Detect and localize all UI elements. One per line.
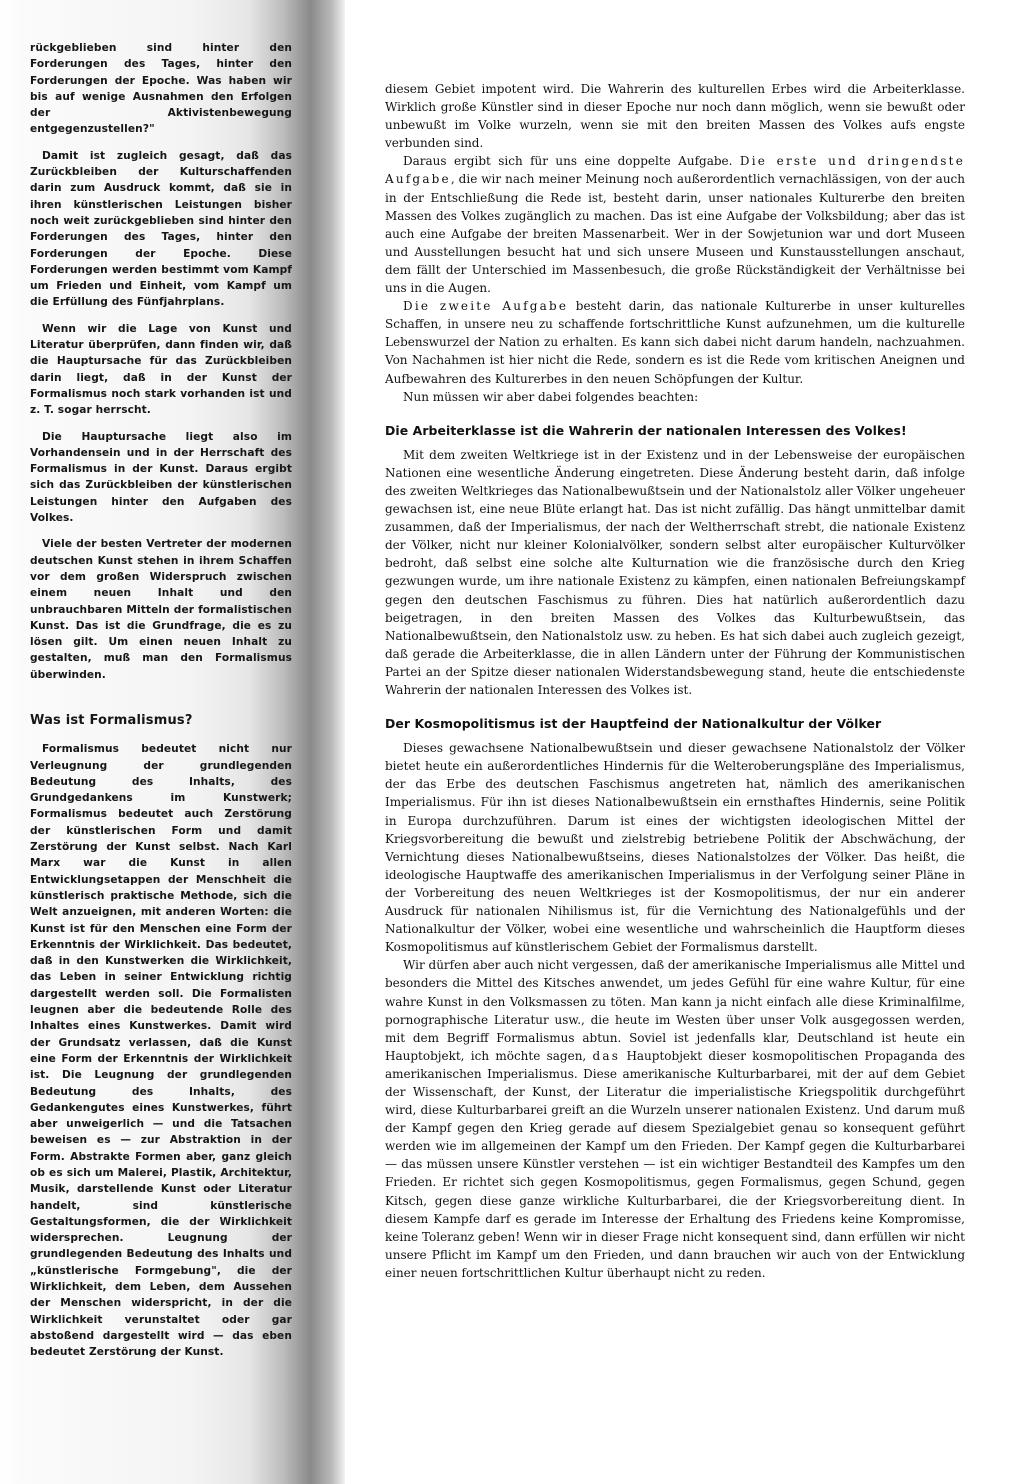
section-heading-kosmopolitismus: Der Kosmopolitismus ist der Hauptfeind der Nationalkultur der Völker [385,716,882,732]
right-paragraph [385,956,965,1282]
spaced-emphasis: Die erste und dringendste Aufgabe [385,154,965,187]
left-paragraph: Damit ist zugleich gesagt, daß das Zurückbleiben der Kulturschaffenden darin zum Ausdruck kommt, daß sie in ihren künstlerischen Leistungen bisher noch weit zurückgeblieben sind hinter den Forderungen des Tages, hinter den Forderungen der Epoche. Diese Forderungen werden bestimmt vom Kampf um Frieden und Einheit, vom Kampf um die Erfüllung des Fünfjahrplans. [30,149,292,309]
section-heading-arbeiterklasse: Die Arbeiterklasse ist die Wahrerin der nationalen Interessen des Volkes! [385,422,907,438]
right-paragraph: diesem Gebiet impotent wird. Die Wahrerin des kulturellen Erbes wird die Arbeiterklasse. Wirklich große Künstler sind in dieser Epoche nur noch dann möglich, wenn sie bewußt oder unbewußt im Volke wurzeln, wenn sie mit den breiten Massen des Volkes aufs engste verbunden sind. [385,82,965,151]
section-heading-formalismus: Was ist Formalismus? [30,712,193,728]
right-paragraph [385,152,965,297]
text-run: besteht darin, das nationale Kulturerbe in unser kulturelles Schaffen, in unsere neu zu schaffende fortschrittliche Kunst aufzunehmen, um die kulturelle Lebenswurzel der Nation zu erhalten. Es kann sich dabei nicht darum handeln, nachzuahmen. Von Nachahmen ist hier nicht die Rede, sondern es ist die Rede vom kritischen Aneignen und Aufbewahren des Kulturerbes in den neuen Schöpfungen der Kultur. [385,299,966,386]
left-paragraph: rückgeblieben sind hinter den Forderungen des Tages, hinter den Forderungen der Epoche. Was haben wir bis auf wenige Ausnahmen den Erfolgen der Aktivistenbewegung entgegenzustellen?" [30,42,292,136]
left-paragraph: Viele der besten Vertreter der modernen deutschen Kunst stehen in ihrem Schaffen vor dem großen Widerspruch zwischen einem neuen Inhalt und den unbrauchbaren Mitteln der formalistischen Kunst. Das ist die Grundfrage, die es zu lösen gilt. Um einen neuen Inhalt zu gestalten, muß man den Formalismus überwinden. [30,538,292,681]
left-paragraph: Formalismus bedeutet nicht nur Verleugnung der grundlegenden Bedeutung des Inhalts, des Grundgedankens im Kunstwerk; Formalismus bedeutet auch Zerstörung der künstlerischen Form und damit Zerstörung der Kunst selbst. Nach Karl Marx war die Kunst in allen Entwicklungsetappen der Menschheit die künstlerisch praktische Methode, sich die Welt anzueignen, mit anderen Worten: die Kunst ist für den Menschen eine Form der Erkenntnis der Wirklichkeit. Das bedeutet, daß in den Kunstwerken die Wirklichkeit, das Leben in seiner Entwicklung richtig dargestellt werden soll. Die Formalisten leugnen aber die bedeutende Rolle des Inhaltes eines Kunstwerkes. Damit wird der Grundsatz verlassen, daß die Kunst eine Form der Erkenntnis der Wirklichkeit ist. Die Leugnung der grundlegenden Bedeutung des Inhalts, des Gedankengutes eines Kunstwerkes, führt aber unweigerlich — und die Tatsachen beweisen es — zur Abstraktion in der Form. Abstrakte Formen aber, ganz gleich ob es sich um Malerei, Plastik, Architektur, Musik, darstellende Kunst oder Literatur handelt, sind künstlerische Gestaltungsformen, die der Wirklichkeit widersprechen. Leugnung der grundlegenden Bedeutung des Inhalts und „künstlerische Formgebung", die der Wirklichkeit, dem Leben, dem Aussehen der Menschen widerspricht, in der die Wirklichkeit verunstaltet oder gar abstoßend dargestellt wird — das eben bedeutet Zerstörung der Kunst. [30,743,292,1359]
left-paragraph: Die Hauptursache liegt also im Vorhandensein und in der Herrschaft des Formalismus in der Kunst. Daraus ergibt sich das Zurückbleiben der künstlerischen Leistungen hinter den Aufgaben des Volkes. [30,430,292,525]
right-paragraph: Dieses gewachsene Nationalbewußtsein und dieser gewachsene Nationalstolz der Völker bietet heute ein außerordentliches Hindernis für die Welteroberungspläne des Imperialismus, der das Erbe des deutschen Faschismus angetreten hat, nämlich des amerikanischen Imperialismus. Für ihn ist dieses Nationalbewußtsein ein ernsthaftes Hindernis, seine Politik in Europa durchzuführen. Darum ist eines der wichtigsten ideologischen Mittel der Kriegsvorbereitung die bewußt und zielstrebig betriebene Politik der Abschwächung, der Vernichtung dieses Nationalbewußtseins, dieses Nationalstolzes der Völker. Das heißt, die ideologische Hauptwaffe des amerikanischen Imperialismus in der Verfolgung seiner Pläne in der Vorbereitung des neuen Weltkrieges ist der Kosmopolitismus, der nur ein anderer Ausdruck für nationalen Nihilismus ist, für die Vernichtung des Nationalgefühls und der Nationalkultur der Völker, wobei eine wesentliche und wahrscheinlich die Hauptform dieses Kosmopolitismus auf künstlerischem Gebiet der Formalismus darstellt. [385,741,965,955]
text-run: Hauptobjekt dieser kosmopolitischen Propaganda des amerikanischen Imperialismus. Diese amerikanische Kulturbarbarei, mit der auf dem Gebiet der Wissenschaft, der Kunst, der Literatur die imperialistische Kriegspolitik durchgeführt wird, diese Kulturbarbarei greift an die Wurzeln unserer nationalen Existenz. Und darum muß der Kampf gegen den Krieg gerade auf diesem Spezialgebiet genau so konsequent geführt werden wie im allgemeinen der Kampf um den Frieden. Der Kampf gegen die Kulturbarbarei — das müssen unsere Künstler verstehen — ist ein wichtiger Bestandteil des Kampfes um den Frieden. Er richtet sich gegen Kosmopolitismus, gegen Formalismus, gegen Schund, gegen Kitsch, gegen diese ganze wirkliche Kulturbarbarei, die der Kriegsvorbereitung dient. In diesem Kampfe darf es gerade im Interesse der Erhaltung des Friedens keine Kompromisse, keine Toleranz geben! Wenn wir in dieser Frage nicht konsequent sind, dann erfüllen wir nicht unsere Pflicht im Kampf um den Frieden, und dann brauchen wir auch von der Entwicklung einer neuen fortschrittlichen Kultur überhaupt nicht zu reden. [385,1048,966,1280]
text-run: Daraus ergibt sich für uns eine doppelte Aufgabe. [403,154,733,169]
left-column-text [30,40,292,1371]
left-column [0,0,345,1484]
text-run: Wir dürfen aber auch nicht vergessen, daß der amerikanische Imperialismus alle Mittel und besonders die Mittel des Kitsches anwendet, um jedes Gefühl für eine wahre Kultur, für eine wahre Kunst in den Volksmassen zu töten. Man kann ja nicht einfach alle diese Kriminalfilme, pornographische Literatur usw., die heute im Westen über unser Volk ausgegossen werden, mit dem Begriff Formalismus abtun. Soviel ist jedenfalls klar, Deutschland ist heute ein Hauptobjekt, ich möchte sagen, [385,958,965,1063]
left-paragraph: Wenn wir die Lage von Kunst und Literatur überprüfen, dann finden wir, daß die Hauptursache für das Zurückbleiben darin liegt, daß in der Kunst der Formalismus noch stark vorhanden ist und z. T. sogar herrscht. [30,322,292,417]
right-column [385,80,965,1282]
spaced-emphasis: das [592,1048,621,1063]
text-run: , die wir nach meiner Meinung noch außerordentlich vernachlässigen, von der auch in der Entschließung die Rede ist, besteht darin, unser nationales Kulturerbe den breiten Massen des Volkes zugänglich zu machen. Das ist eine Aufgabe der Volksbildung; aber das ist auch eine Aufgabe der breiten Massenarbeit. Wer in der Sowjetunion war und dort Museen und Ausstellungen besucht hat und sich unsere Museen und Kunstausstellungen anschaut, dem fällt der Unterschied im Massenbesuch, die große Rückständigkeit der Verhältnisse bei uns in die Augen. [385,172,965,296]
right-paragraph: Nun müssen wir aber dabei folgendes beachten: [403,389,699,404]
spaced-emphasis: Die zweite Aufgabe [403,299,569,314]
right-paragraph: Mit dem zweiten Weltkriege ist in der Existenz und in der Lebensweise der europäischen Nationen eine wesentliche Änderung eingetreten. Diese Änderung besteht darin, daß infolge des zweiten Weltkrieges das Nationalbewußtsein und der Nationalstolz aller Völker ungeheuer gewachsen ist, eine neue Blüte erlangt hat. Das ist nicht zufällig. Das hängt unmittelbar damit zusammen, daß der Imperialismus, der nach der Weltherrschaft strebt, die nationale Existenz der Völker, nicht nur kleiner Kolonialvölker, sondern selbst alter europäischer Kulturvölker bedroht, daß selbst eine solche alte Kulturnation wie die französische durch den Krieg gezwungen wurde, um ihre nationale Existenz zu kämpfen, einen nationalen Befreiungskampf gegen den deutschen Faschismus zu führen. Dies hat natürlich außerordentlich dazu beigetragen, in den breiten Massen des Volkes das Kulturbewußtsein, das Nationalbewußtsein, den Nationalstolz usw. zu heben. Es hat sich dabei auch zugleich gezeigt, daß gerade die Arbeiterklasse, die in allen Ländern unter der Führung der Kommunistischen Partei an der Spitze dieser nationalen Widerstandsbewegung stand, heute die entschiedenste Wahrerin der nationalen Interessen des Volkes ist. [385,447,965,697]
right-paragraph [385,297,965,387]
